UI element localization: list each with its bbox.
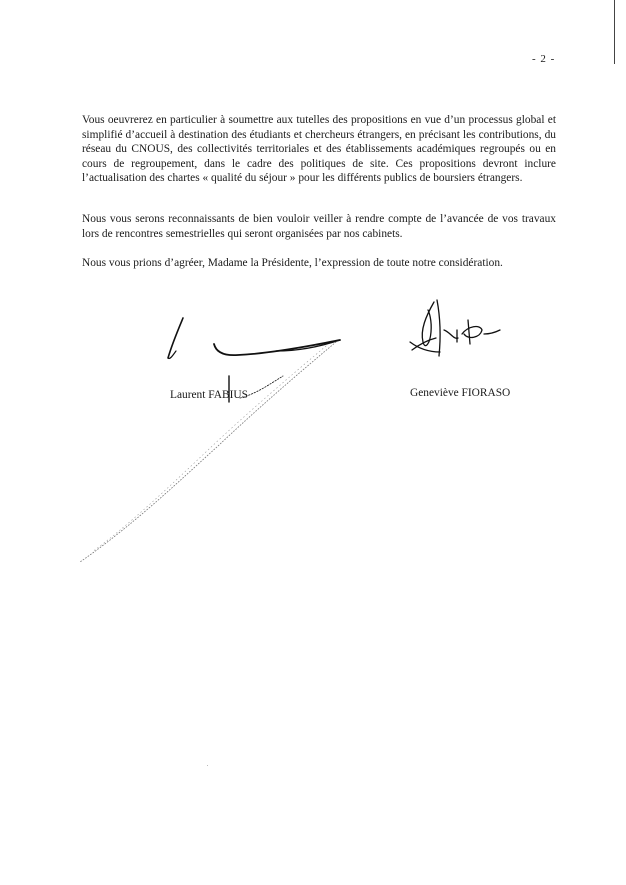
paragraph-closing: Nous vous prions d’agréer, Madame la Présidente, l’expression de toute notre considération. — [82, 257, 503, 269]
paragraph-mission: Vous oeuvrerez en particulier à soumettre aux tutelles des propositions en vue d’un processus global et simplifié d’accueil à destination des étudiants et chercheurs étrangers, en précisant les contributions, du réseau du CNOUS, des collectivités territoriales et des établissements académiques regroupés ou en cours de regroupement, dans le cadre des politiques de site. Ces propositions devront inclure l’actualisation des chartes « qualité du séjour » pour les différents publics de boursiers étrangers. — [82, 114, 556, 185]
signer-name-fioraso: Geneviève FIORASO — [410, 387, 511, 399]
signer-name-fabius: Laurent FABIUS — [170, 389, 248, 401]
scan-speck — [207, 765, 208, 766]
paragraph-reporting: Nous vous serons reconnaissants de bien vouloir veiller à rendre compte de l’avancée de vos travaux lors de rencontres semestrielles qui seront organisées par nos cabinets. — [82, 213, 556, 240]
page-number: - 2 - — [532, 53, 556, 65]
